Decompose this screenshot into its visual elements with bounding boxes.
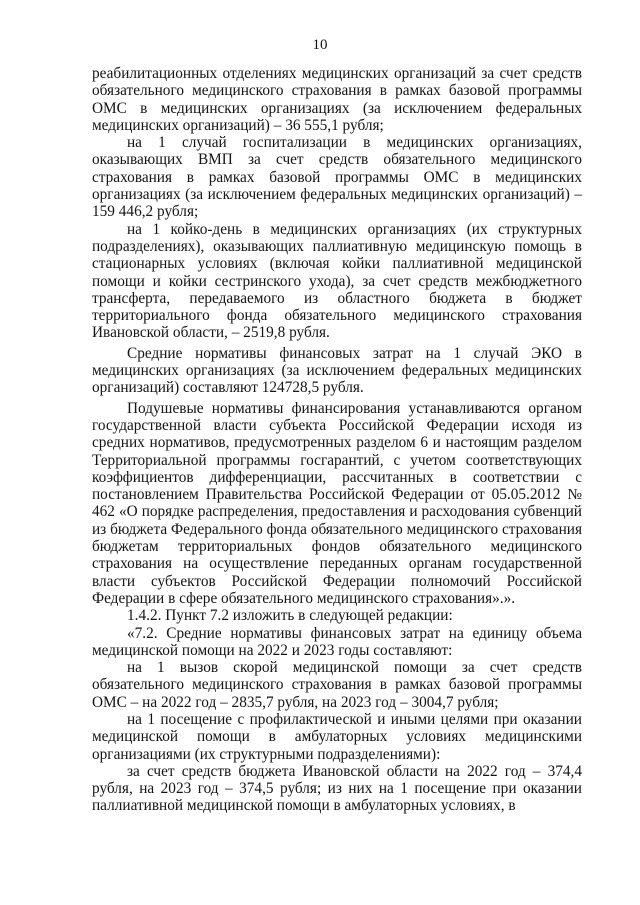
paragraph-clause-7-2: «7.2. Средние нормативы финансовых затрат на единицу объема медицинской помощи на 2022 и 2023 годы составляют: <box>92 624 582 659</box>
paragraph-preventive-visit: на 1 посещение с профилактической и иными целями при оказании медицинской помощи в амбулаторных условиях медицинскими организациями (их структурными подразделениями): <box>92 710 582 763</box>
paragraph-vmp-hospitalization: на 1 случай госпитализации в медицинских организациях, оказывающих ВМП за счет средств обязательного медицинского страхования в рамках базовой программы ОМС в медицинских организациях (за исключением федеральных медицинских организаций) – 159 446,2 рубля; <box>92 134 582 221</box>
paragraph-ambulance-call: на 1 вызов скорой медицинской помощи за счет средств обязательного медицинского страхования в рамках базовой программы ОМС – на 2022 год – 2835,7 рубля, на 2023 год – 3004,7 рубля; <box>92 659 582 711</box>
paragraph-clause-1-4-2: 1.4.2. Пункт 7.2 изложить в следующей редакции: <box>127 607 453 625</box>
page-number: 10 <box>312 37 328 53</box>
document-body <box>92 65 582 815</box>
paragraph-eco-cost: Средние нормативы финансовых затрат на 1 случай ЭКО в медицинских организациях (за исключением федеральных медицинских организаций) составляют 124728,5 рубля. <box>92 344 582 397</box>
paragraph-regional-budget: за счет средств бюджета Ивановской области на 2022 год – 374,4 рубля, на 2023 год – 374,5 рубля; из них на 1 посещение при оказании паллиативной медицинской помощи в амбулаторных условиях, в <box>92 762 582 815</box>
paragraph-palliative-bed-day: на 1 койко-день в медицинских организациях (их структурных подразделениях), оказывающих паллиативную медицинскую помощь в стационарных условиях (включая койки паллиативной медицинской помощи и койки сестринского ухода), за счет средств межбюджетного трансферта, передаваемого из областного бюджета в бюджет территориального фонда обязательного медицинского страхования Ивановской области, – 2519,8 рубля. <box>92 220 582 342</box>
paragraph-per-capita-norms: Подушевые нормативы финансирования устанавливаются органом государственной власти субъекта Российской Федерации исходя из средних нормативов, предусмотренных разделом 6 и настоящим разделом Территориальной программы госгарантий, с учетом соответствующих коэффициентов дифференциации, рассчитанных в соответствии с постановлением Правительства Российской Федерации от 05.05.2012 № 462 «О порядке распределения, предоставления и расходования субвенций из бюджета Федерального фонда обязательного медицинского страхования бюджетам территориальных фондов обязательного медицинского страхования на осуществление переданных органам государственной власти субъектов Российской Федерации полномочий Российской Федерации в сфере обязательного медицинского страхования».». <box>92 399 582 607</box>
paragraph-rehab-cost: реабилитационных отделениях медицинских организаций за счет средств обязательного медицинского страхования в рамках базовой программы ОМС в медицинских организациях (за исключением федеральных медицинских организаций) – 36 555,1 рубля; <box>92 65 582 134</box>
